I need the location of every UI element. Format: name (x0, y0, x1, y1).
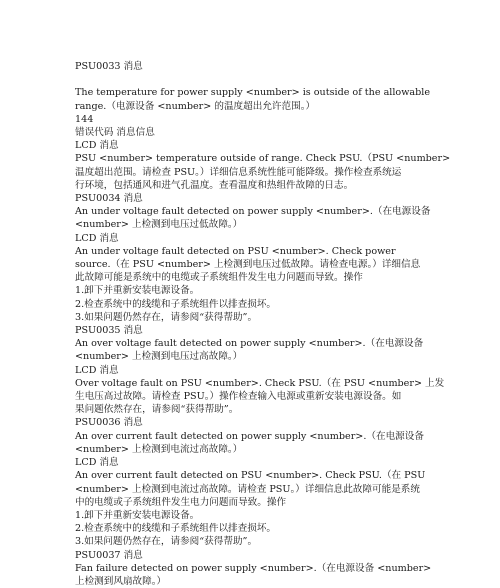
lcd-text: An under voltage fault detected on PSU <number>. Check power (75, 245, 396, 257)
page-number: 144 (75, 113, 94, 125)
document-page (75, 60, 451, 588)
lcd-heading: LCD 消息 (75, 457, 119, 469)
detail-text: 温度超出范围。请检查 PSU。）详细信息系统性能可能降级。操作检查系统运 (75, 166, 402, 178)
detail-text: 生电压高过故障。请检查 PSU。）操作检查输入电源或重新安装电源设备。如 (75, 391, 402, 403)
heading-psu0037: PSU0037 消息 (75, 549, 143, 561)
message-text: range.（电源设备 <number> 的温度超出允许范围。） (75, 100, 316, 112)
heading-psu0033: PSU0033 消息 (75, 61, 143, 72)
lcd-text: Over voltage fault on PSU <number>. Check PSU.（在 PSU <number> 上发 (75, 377, 445, 389)
lcd-text: <number> 上检测到电流过高故障。请检查 PSU。）详细信息此故障可能是系统 (75, 483, 420, 495)
action-step: 3.如果问题仍然存在，请参阅“获得帮助”。 (75, 536, 258, 548)
action-step: 2.检查系统中的线缆和子系统组件以排查损坏。 (75, 523, 277, 535)
lcd-heading: LCD 消息 (75, 364, 119, 376)
message-text: Fan failure detected on power supply <number>.（在电源设备 <number> (75, 562, 432, 574)
lcd-heading: LCD 消息 (75, 140, 119, 152)
action-step: 1.卸下并重新安装电源设备。 (75, 509, 200, 521)
lcd-text: PSU <number> temperature outside of range. Check PSU.（PSU <number> (75, 153, 451, 165)
action-step: 1.卸下并重新安装电源设备。 (75, 285, 200, 297)
detail-text: 中的电缆或子系统组件发生电力问题而导致。操作 (75, 496, 287, 508)
heading-psu0036: PSU0036 消息 (75, 417, 143, 429)
message-text: An under voltage fault detected on power supply <number>.（在电源设备 (75, 206, 431, 218)
heading-psu0035: PSU0035 消息 (75, 325, 143, 337)
detail-text: 此故障可能是系统中的电缆或子系统组件发生电力问题而导致。操作 (75, 272, 363, 284)
lcd-text: An over current fault detected on PSU <number>. Check PSU.（在 PSU (75, 470, 426, 482)
message-text: An over current fault detected on power supply <number>.（在电源设备 (75, 430, 424, 442)
message-text: 上检测到风扇故障。） (75, 575, 167, 587)
message-text: The temperature for power supply <number> is outside of the allowable (75, 87, 431, 99)
lcd-text: source.（在 PSU <number> 上检测到电压过低故障。请检查电源。）详细信息 (75, 259, 421, 271)
action-step: 2.检查系统中的线缆和子系统组件以排查损坏。 (75, 298, 277, 310)
detail-text: 果问题依然存在，请参阅“获得帮助”。 (75, 404, 239, 416)
table-header: 错误代码 消息信息 (75, 127, 155, 139)
detail-text: 行环境，包括通风和进气孔温度。查看温度和热组件故障的日志。 (75, 179, 354, 191)
blank-line (75, 73, 427, 86)
heading-psu0034: PSU0034 消息 (75, 193, 143, 205)
message-text: <number> 上检测到电压过高故障。） (75, 351, 243, 363)
message-text: <number> 上检测到电压过低故障。） (75, 219, 243, 231)
message-text: <number> 上检测到电流过高故障。） (75, 443, 243, 455)
message-text: An over voltage fault detected on power supply <number>.（在电源设备 (75, 338, 424, 350)
lcd-heading: LCD 消息 (75, 232, 119, 244)
action-step: 3.如果问题仍然存在，请参阅“获得帮助”。 (75, 311, 258, 323)
